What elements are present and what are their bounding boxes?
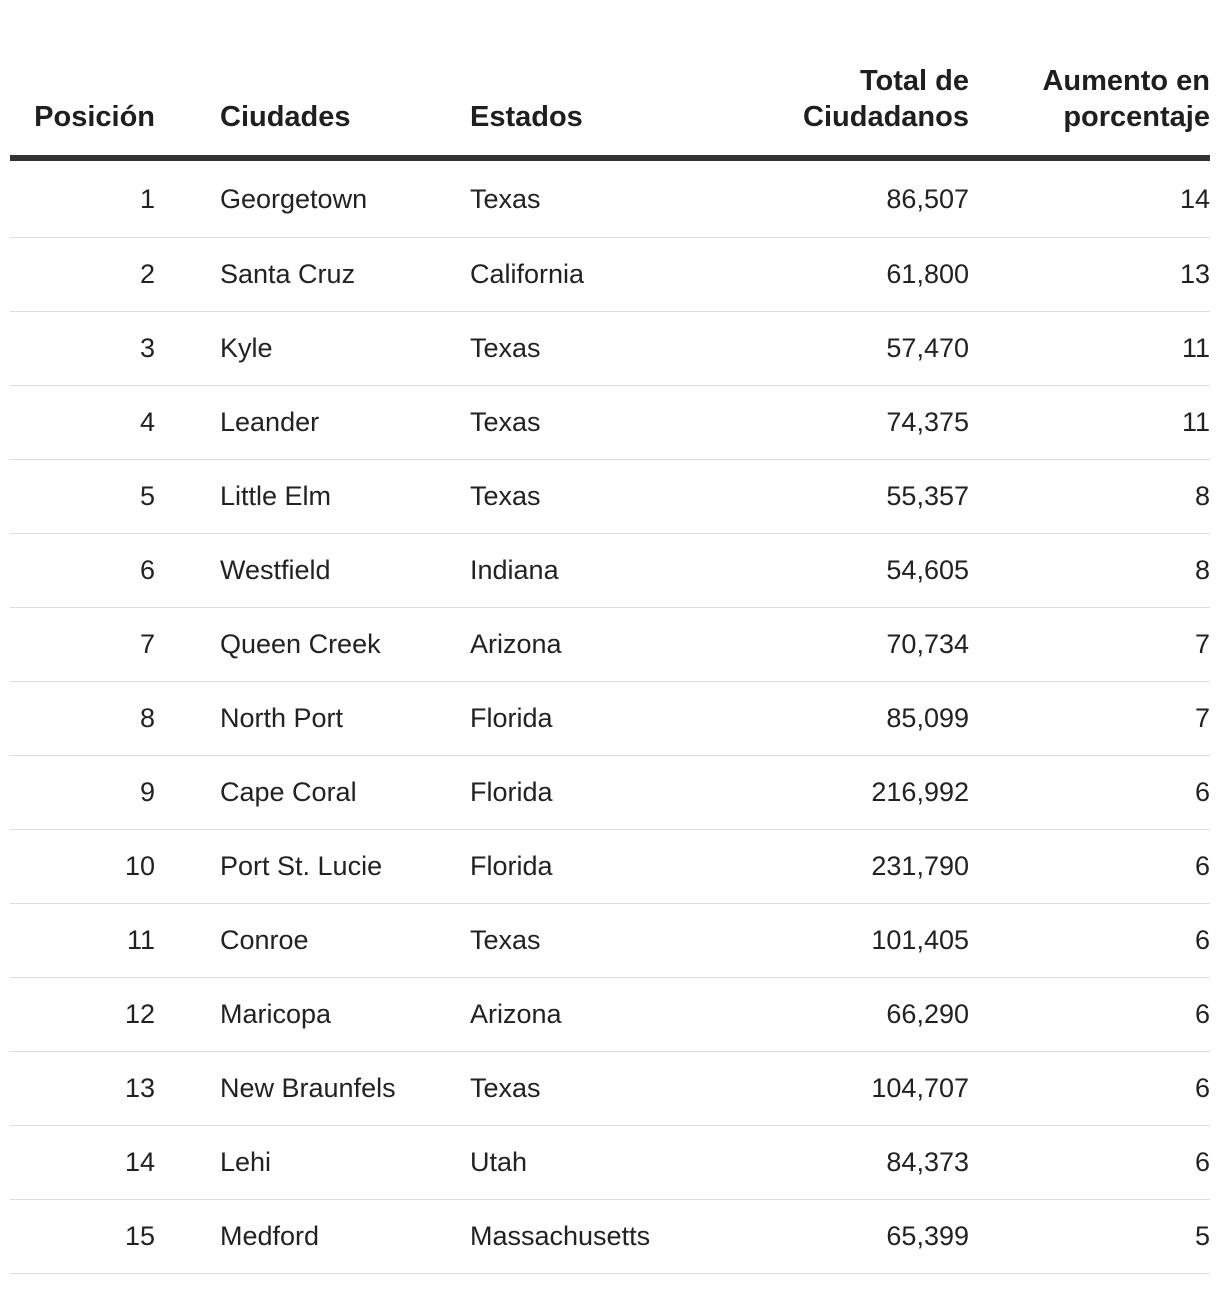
cell-city: Conroe [220,904,470,978]
cell-increase: 5 [969,1200,1210,1274]
header-total-line2: Ciudadanos [803,101,969,133]
cell-state: Texas [470,460,740,534]
cell-rank: 1 [10,158,155,238]
cell-increase: 7 [969,608,1210,682]
cell-total: 70,734 [740,608,969,682]
cell-rank: 12 [10,978,155,1052]
cell-total: 61,800 [740,238,969,312]
cell-spacer [155,830,220,904]
cell-spacer [155,534,220,608]
cell-city: New Braunfels [220,1052,470,1126]
header-state: Estados [470,0,740,158]
cell-state: Massachusetts [470,1200,740,1274]
header-row [10,0,1210,158]
cell-city: Cape Coral [220,756,470,830]
header-increase-line2: porcentaje [1063,101,1210,133]
header-city: Ciudades [220,0,470,158]
header-increase [969,0,1210,158]
cell-spacer [155,682,220,756]
header-spacer [155,0,220,158]
cell-rank: 13 [10,1052,155,1126]
cell-increase: 11 [969,312,1210,386]
table-row [10,460,1210,534]
cell-rank: 6 [10,534,155,608]
table-row [10,1126,1210,1200]
cell-spacer [155,904,220,978]
cell-rank: 5 [10,460,155,534]
cell-spacer [155,312,220,386]
table-row [10,682,1210,756]
cell-total: 74,375 [740,386,969,460]
table-row [10,158,1210,238]
header-rank: Posición [10,0,155,158]
table-row [10,386,1210,460]
cell-state: Florida [470,756,740,830]
cell-state: Texas [470,1052,740,1126]
cell-rank: 3 [10,312,155,386]
cell-spacer [155,1126,220,1200]
cell-city: Santa Cruz [220,238,470,312]
cell-rank: 4 [10,386,155,460]
cell-rank: 2 [10,238,155,312]
cell-spacer [155,1052,220,1126]
cell-state: Texas [470,158,740,238]
table-row [10,312,1210,386]
cell-rank: 7 [10,608,155,682]
table-row [10,534,1210,608]
cell-state: Texas [470,312,740,386]
cell-state: Texas [470,386,740,460]
cell-city: Maricopa [220,978,470,1052]
cell-city: Lehi [220,1126,470,1200]
cell-spacer [155,460,220,534]
cell-city: Georgetown [220,158,470,238]
cell-increase: 6 [969,756,1210,830]
cell-state: Arizona [470,608,740,682]
cell-state: Arizona [470,978,740,1052]
cell-state: Florida [470,682,740,756]
cell-total: 55,357 [740,460,969,534]
table-row [10,830,1210,904]
cell-rank: 8 [10,682,155,756]
header-total [740,0,969,158]
cell-rank: 14 [10,1126,155,1200]
cell-rank: 10 [10,830,155,904]
table-row [10,238,1210,312]
cell-spacer [155,158,220,238]
table-row [10,608,1210,682]
table-row [10,1052,1210,1126]
cell-increase: 6 [969,978,1210,1052]
table-row [10,904,1210,978]
cell-city: Little Elm [220,460,470,534]
cell-total: 57,470 [740,312,969,386]
cell-increase: 13 [969,238,1210,312]
table-row [10,1200,1210,1274]
cell-spacer [155,238,220,312]
cell-state: Indiana [470,534,740,608]
cell-spacer [155,386,220,460]
cell-city: Port St. Lucie [220,830,470,904]
cell-city: Westfield [220,534,470,608]
header-total-line1: Total de [859,65,969,97]
cell-total: 65,399 [740,1200,969,1274]
cell-increase: 6 [969,830,1210,904]
header-increase-line1: Aumento en [1042,65,1210,97]
cell-state: Utah [470,1126,740,1200]
cell-total: 54,605 [740,534,969,608]
cell-city: Kyle [220,312,470,386]
cell-city: Leander [220,386,470,460]
cell-total: 231,790 [740,830,969,904]
table-row [10,978,1210,1052]
cell-rank: 9 [10,756,155,830]
table-container [10,0,1210,1274]
cell-total: 104,707 [740,1052,969,1126]
cell-rank: 11 [10,904,155,978]
cell-total: 86,507 [740,158,969,238]
cell-spacer [155,608,220,682]
cell-increase: 8 [969,534,1210,608]
cell-spacer [155,756,220,830]
cell-state: Florida [470,830,740,904]
table-body [10,158,1210,1274]
cell-increase: 6 [969,1126,1210,1200]
cell-spacer [155,1200,220,1274]
cell-city: North Port [220,682,470,756]
cell-state: Texas [470,904,740,978]
table-header [10,0,1210,158]
cell-total: 101,405 [740,904,969,978]
cell-state: California [470,238,740,312]
cell-city: Queen Creek [220,608,470,682]
cell-increase: 14 [969,158,1210,238]
cell-increase: 8 [969,460,1210,534]
cell-rank: 15 [10,1200,155,1274]
cell-increase: 7 [969,682,1210,756]
cell-increase: 6 [969,904,1210,978]
table-row [10,756,1210,830]
cities-table [10,0,1210,1274]
cell-city: Medford [220,1200,470,1274]
cell-total: 66,290 [740,978,969,1052]
cell-increase: 11 [969,386,1210,460]
cell-increase: 6 [969,1052,1210,1126]
cell-total: 84,373 [740,1126,969,1200]
cell-total: 216,992 [740,756,969,830]
cell-spacer [155,978,220,1052]
cell-total: 85,099 [740,682,969,756]
